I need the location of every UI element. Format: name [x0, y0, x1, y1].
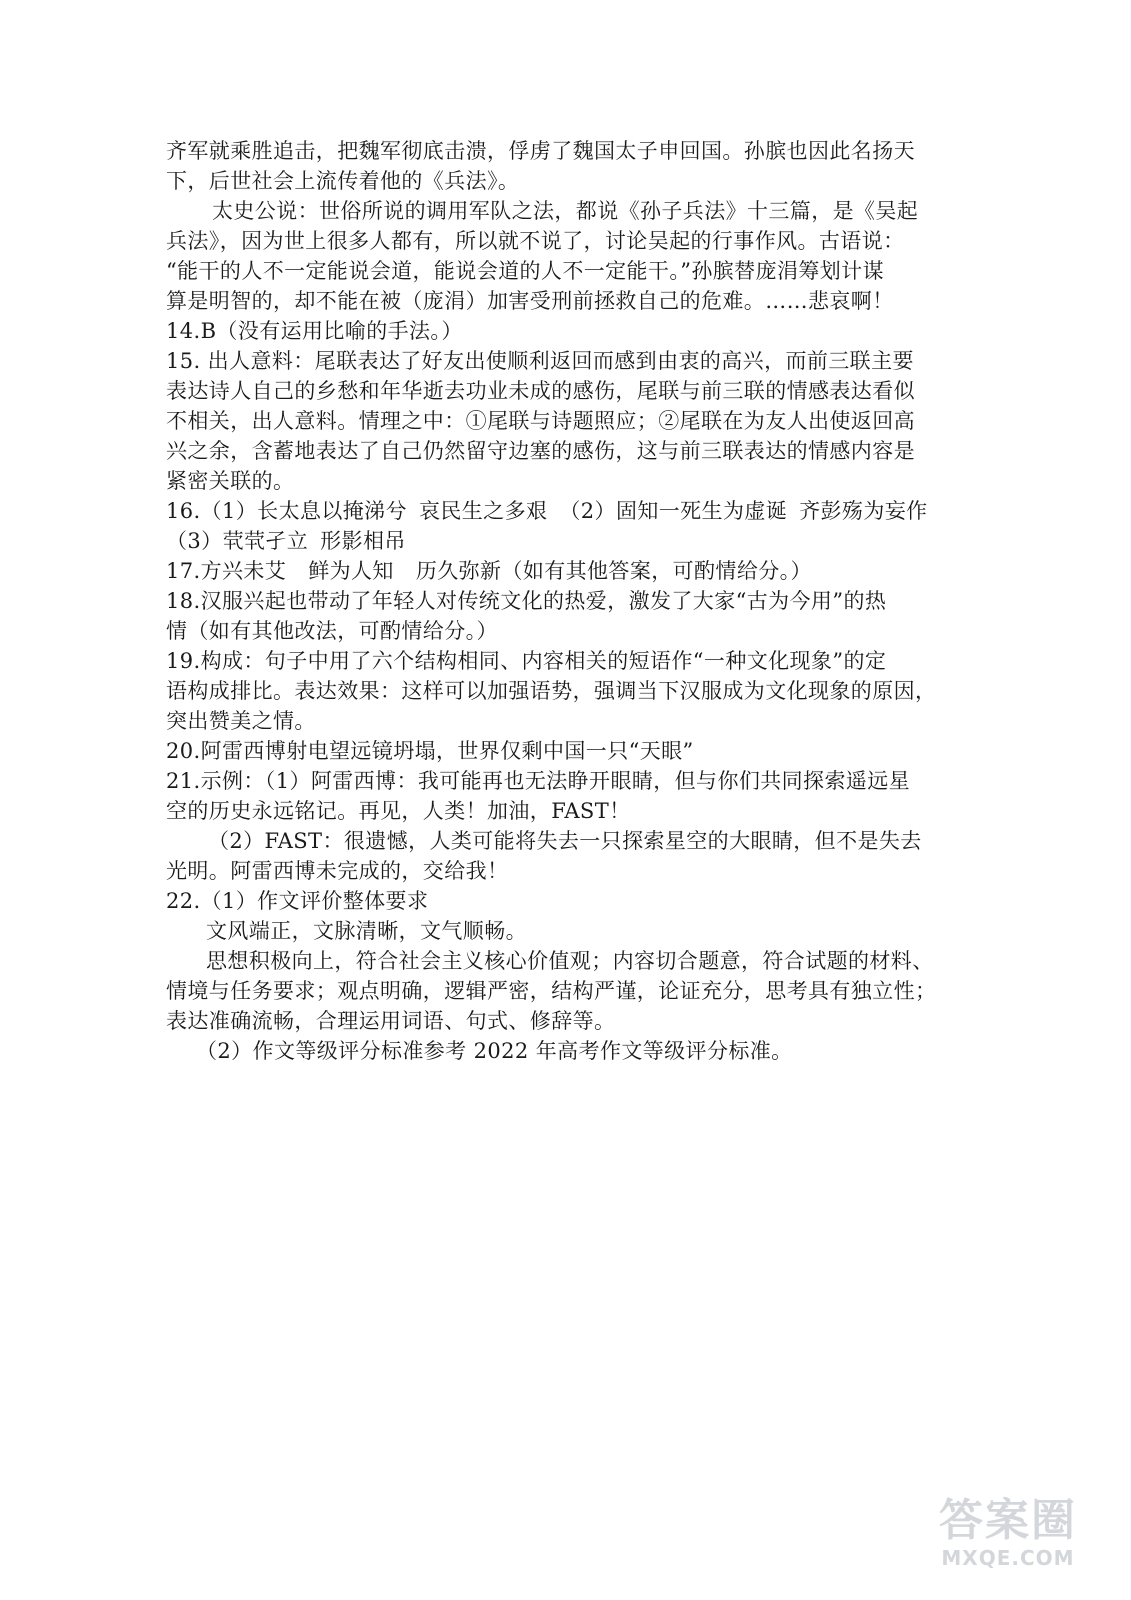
text-line: 兴之余，含蓄地表达了自己仍然留守边塞的感伤，这与前三联表达的情感内容是 [166, 439, 915, 463]
text-line: 光明。阿雷西博未完成的，交给我！ [166, 859, 509, 883]
answer-15: 15. 出人意料：尾联表达了好友出使顺利返回而感到由衷的高兴，而前三联主要 [166, 349, 914, 373]
q16-label-2: （2） [559, 499, 616, 523]
q17-word-2: 鲜为人知 [308, 559, 394, 583]
watermark-logo [913, 1496, 1103, 1578]
text-line: 语构成排比。表达效果：这样可以加强语势，强调当下汉服成为文化现象的原因， [166, 679, 937, 703]
answer-22-p2: 思想积极向上，符合社会主义核心价值观；内容切合题意，符合试题的材料、 [206, 949, 934, 973]
text-line: 表达诗人自己的乡愁和年华逝去功业未成的感伤，尾联与前三联的情感表达看似 [166, 379, 915, 403]
answer-21-part2: （2）FAST：很遗憾，人类可能将失去一只探索星空的大眼睛，但不是失去 [208, 829, 922, 853]
q16-answer-1: 长太息以掩涕兮 [257, 499, 407, 523]
answer-14: 14.B（没有运用比喻的手法。） [166, 319, 463, 343]
answer-20: 20.阿雷西博射电望远镜坍塌，世界仅剩中国一只“天眼” [166, 739, 694, 763]
text-line: 下，后世社会上流传着他的《兵法》。 [166, 169, 520, 193]
q17-note: （如有其他答案，可酌情给分。） [501, 559, 812, 583]
answer-text [166, 136, 956, 1066]
answer-16 [166, 496, 956, 526]
answer-16-part3 [166, 526, 956, 556]
text-line: 紧密关联的。 [166, 469, 295, 493]
text-line: 不相关，出人意料。情理之中：①尾联与诗题照应；②尾联在为友人出使返回高 [166, 409, 915, 433]
watermark-url: MXQE.COM [941, 1546, 1075, 1570]
text-line: 情境与任务要求；观点明确，逻辑严密，结构严谨，论证充分，思考具有独立性； [166, 979, 937, 1003]
watermark-logo-text: 答案圈 [939, 1495, 1077, 1546]
text-line: 齐军就乘胜追击，把魏军彻底击溃，俘虏了魏国太子申回国。孙膑也因此名扬天 [166, 139, 915, 163]
text-line: 算是明智的，却不能在被（庞涓）加害受刑前拯救自己的危难。……悲哀啊！ [166, 289, 894, 313]
q16-label: 16.（1） [166, 499, 258, 523]
q16-label-3: （3） [166, 529, 223, 553]
text-line: 情（如有其他改法，可酌情给分。） [166, 619, 498, 643]
text-line: 太史公说：世俗所说的调用军队之法，都说《孙子兵法》十三篇，是《吴起 [212, 199, 919, 223]
text-line: 表达准确流畅，合理运用词语、句式、修辞等。 [166, 1009, 616, 1033]
answer-18: 18.汉服兴起也带动了年轻人对传统文化的热爱，激发了大家“古为今用”的热 [166, 589, 887, 613]
q16-answer-3: 固知一死生为虚诞 [615, 499, 788, 523]
answer-19: 19.构成：句子中用了六个结构相同、内容相关的短语作“一种文化现象”的定 [166, 649, 887, 673]
q16-answer-4: 齐彭殇为妄作 [799, 499, 928, 523]
text-line: 空的历史永远铭记。再见，人类！加油，FAST！ [166, 799, 631, 823]
answer-22-p3: （2）作文等级评分标准参考 2022 年高考作文等级评分标准。 [196, 1039, 793, 1063]
answer-22-p1: 文风端正，文脉清晰，文气顺畅。 [206, 919, 527, 943]
text-line: 兵法》，因为世上很多人都有，所以就不说了，讨论吴起的行事作风。古语说： [166, 229, 905, 253]
q16-answer-5: 茕茕孑立 [222, 529, 309, 553]
q17-label: 17. [166, 559, 201, 583]
answer-21: 21.示例：（1）阿雷西博：我可能再也无法睁开眼睛，但与你们共同探索遥远星 [166, 769, 911, 793]
answer-22-title: 22.（1）作文评价整体要求 [166, 889, 429, 913]
q17-word-3: 历久弥新 [415, 559, 502, 583]
text-line: 突出赞美之情。 [166, 709, 316, 733]
text-line: “能干的人不一定能说会道，能说会道的人不一定能干。”孙膑替庞涓筹划计谋 [166, 259, 884, 283]
q16-answer-2: 哀民生之多艰 [418, 499, 548, 523]
q17-word-1: 方兴未艾 [200, 559, 287, 583]
q16-answer-6: 形影相吊 [320, 529, 406, 553]
answer-17 [166, 556, 956, 586]
